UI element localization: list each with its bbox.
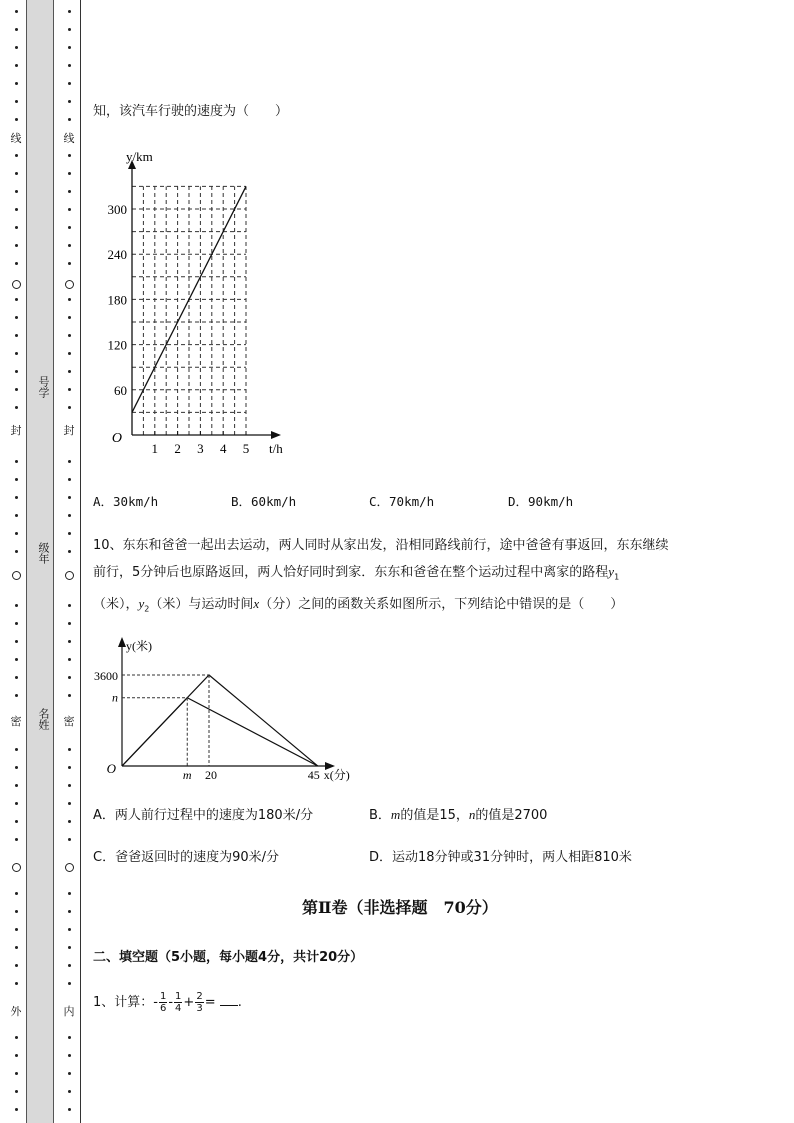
margin-dot [15, 1108, 18, 1111]
inner-mark-mi: 密 [63, 715, 75, 728]
x-axis-label: x(分) [323, 768, 350, 782]
margin-dot [68, 622, 71, 625]
binding-border-line [80, 0, 81, 1123]
inner-circle-2 [65, 571, 74, 580]
margin-dot [15, 334, 18, 337]
margin-dot [15, 802, 18, 805]
margin-dot [15, 298, 18, 301]
margin-dot [15, 64, 18, 67]
margin-dot [15, 100, 18, 103]
origin-label: O [111, 431, 122, 446]
outer-mark-xian: 线 [10, 132, 22, 145]
inner-circle-3 [65, 863, 74, 872]
margin-dot [15, 910, 18, 913]
margin-dot [15, 820, 18, 823]
margin-dot [15, 640, 18, 643]
var-m: m [390, 807, 401, 822]
x-axis-arrow [271, 431, 281, 439]
q10-option-d: D．运动18分钟或31分钟时，两人相距810米 [369, 850, 632, 865]
inner-mark-feng: 封 [63, 424, 75, 437]
var-y2: y [138, 596, 145, 611]
margin-dot [68, 82, 71, 85]
margin-dot [15, 316, 18, 319]
margin-dot [68, 190, 71, 193]
fraction-1-den: 6 [159, 1003, 167, 1014]
y-tick-label: 240 [107, 247, 127, 263]
margin-dot [15, 46, 18, 49]
label-student-number: 号学 [37, 376, 50, 398]
y-tick-label: 180 [107, 292, 127, 308]
margin-dot [15, 478, 18, 481]
op-equals: = [204, 995, 216, 1010]
margin-dot [68, 370, 71, 373]
margin-dot [15, 550, 18, 553]
fraction-2-num: 1 [175, 991, 182, 1002]
outer-mark-mi: 密 [10, 715, 22, 728]
var-x: x [253, 596, 260, 611]
margin-dot [15, 1090, 18, 1093]
margin-dot [15, 244, 18, 247]
x-tick-label: 5 [242, 441, 250, 456]
margin-dot [15, 514, 18, 517]
origin-label: O [106, 761, 116, 776]
margin-dot [15, 928, 18, 931]
margin-dot [68, 100, 71, 103]
margin-dot [15, 154, 18, 157]
margin-dot [68, 208, 71, 211]
fraction-2 [174, 991, 182, 1014]
q9-option-c: C．70km/h [369, 494, 435, 509]
fraction-1 [159, 991, 167, 1014]
margin-dot [15, 172, 18, 175]
margin-dot [15, 1036, 18, 1039]
outer-circle-1 [12, 280, 21, 289]
q10-line-1: 10、东东和爸爸一起出去运动，两人同时从家出发，沿相同路线前行，途中爸爸有事返回，东东继续 [93, 538, 669, 553]
margin-dot [68, 46, 71, 49]
margin-dot [68, 1090, 71, 1093]
op-minus: - [168, 995, 174, 1010]
margin-dot [68, 802, 71, 805]
q9-stem-tail: 知，该汽车行驶的速度为（ ） [93, 104, 289, 119]
margin-dot [68, 694, 71, 697]
margin-dot [68, 64, 71, 67]
chart-distance-time [95, 140, 300, 465]
margin-dot [15, 766, 18, 769]
margin-dot [68, 406, 71, 409]
q10-line-2 [93, 561, 619, 582]
margin-dot [15, 982, 18, 985]
q10-line-3-a: （米）， [93, 597, 139, 612]
margin-dot [15, 748, 18, 751]
y-tick-label-n: n [112, 690, 118, 705]
outer-circle-2 [12, 571, 21, 580]
outer-circle-3 [12, 863, 21, 872]
q10-option-b-c: 的值是2700 [475, 808, 548, 823]
op-plus: + [183, 995, 195, 1010]
x-tick-label: 3 [197, 441, 204, 456]
fraction-3-den: 3 [196, 1003, 203, 1014]
margin-dot [68, 154, 71, 157]
margin-dot [15, 838, 18, 841]
y-axis-label: y/km [126, 149, 153, 164]
margin-dot [15, 784, 18, 787]
q10-line-3 [93, 593, 623, 614]
fill-q1 [93, 991, 242, 1014]
chart-walk-distance [88, 632, 363, 787]
part2-title: 第Ⅱ卷（非选择题 70分） [302, 898, 498, 917]
q10-line-2-text: 前行，5分钟后也原路返回，两人恰好同时到家．东东和爸爸在整个运动过程中离家的路程 [93, 565, 609, 580]
outer-mark-feng: 封 [10, 424, 22, 437]
margin-dot [15, 604, 18, 607]
margin-dot [15, 406, 18, 409]
inner-mark-xian: 线 [63, 132, 75, 145]
y-tick-label: 120 [107, 337, 127, 353]
margin-dot [68, 964, 71, 967]
margin-dot [68, 550, 71, 553]
x-tick-label-20: 20 [205, 768, 217, 782]
inner-circle-1 [65, 280, 74, 289]
margin-dot [68, 1072, 71, 1075]
fill-q1-prefix: 1、计算：- [93, 995, 158, 1010]
margin-dot [68, 658, 71, 661]
x-tick-label: 2 [174, 441, 181, 456]
margin-dot [15, 892, 18, 895]
margin-dot [68, 928, 71, 931]
y-axis-label: y(米) [126, 639, 152, 653]
x-axis-label: t/h [269, 441, 283, 456]
y-tick-label-3600: 3600 [94, 668, 118, 683]
var-n: n [468, 807, 476, 822]
margin-dot [68, 316, 71, 319]
q9-option-a: A．30km/h [93, 494, 159, 509]
margin-dot [15, 694, 18, 697]
margin-dot [68, 244, 71, 247]
q10-line-3-c: （分）之间的函数关系如图所示，下列结论中错误的是（ ） [259, 597, 624, 612]
var-y1-sub: 1 [614, 572, 620, 582]
margin-dot [68, 982, 71, 985]
margin-dot [68, 838, 71, 841]
margin-dot [68, 532, 71, 535]
margin-dot [68, 748, 71, 751]
margin-dot [68, 820, 71, 823]
outer-mark-wai: 外 [10, 1005, 22, 1018]
q10-option-b-a: B． [369, 808, 391, 823]
margin-dot [68, 10, 71, 13]
q10-option-b-b: 的值是15， [400, 808, 469, 823]
binding-margin [0, 0, 82, 1123]
margin-dot [68, 1054, 71, 1057]
margin-dot [15, 964, 18, 967]
fraction-2-den: 4 [175, 1003, 182, 1014]
margin-dot [15, 262, 18, 265]
q10-option-c: C．爸爸返回时的速度为90米/分 [93, 850, 279, 865]
margin-dot [68, 1108, 71, 1111]
q9-option-d: D．90km/h [508, 494, 574, 509]
y-axis-arrow [118, 637, 126, 647]
q9-option-b: B．60km/h [231, 494, 297, 509]
y-tick-label: 300 [107, 202, 127, 218]
y-tick-label: 60 [114, 382, 127, 398]
margin-dot [68, 334, 71, 337]
q10-option-b [369, 804, 547, 823]
fill-q1-end: . [237, 995, 242, 1010]
label-name: 名姓 [37, 708, 50, 730]
margin-dot [15, 82, 18, 85]
x-tick-label-45: 45 [307, 768, 320, 782]
x-tick-label: 1 [151, 441, 159, 456]
margin-dot [15, 676, 18, 679]
margin-dot [68, 28, 71, 31]
margin-dot [15, 532, 18, 535]
margin-dot [15, 460, 18, 463]
margin-dot [15, 352, 18, 355]
section-fill-in-header: 二、填空题（5小题，每小题4分，共计20分） [93, 950, 364, 965]
x-tick-label: 4 [219, 441, 227, 456]
margin-dot [68, 766, 71, 769]
margin-dot [68, 118, 71, 121]
margin-dot [68, 172, 71, 175]
margin-dot [15, 208, 18, 211]
margin-dot [68, 460, 71, 463]
margin-dot [15, 622, 18, 625]
inner-mark-nei: 内 [63, 1005, 75, 1018]
fraction-3-num: 2 [196, 991, 203, 1002]
margin-dot [15, 190, 18, 193]
margin-dot [15, 658, 18, 661]
answer-blank[interactable] [220, 993, 238, 1006]
var-y2-sub: 2 [144, 604, 150, 614]
series-line-dongdong [122, 675, 318, 766]
margin-dot [15, 226, 18, 229]
x-tick-label-m: m [182, 768, 192, 782]
margin-dot [68, 352, 71, 355]
margin-dot [15, 1054, 18, 1057]
series-line-dad [122, 698, 318, 766]
margin-dot [15, 118, 18, 121]
q10-option-a: A．两人前行过程中的速度为180米/分 [93, 808, 314, 823]
margin-dot [15, 496, 18, 499]
margin-dot [15, 28, 18, 31]
margin-dot [68, 298, 71, 301]
margin-dot [68, 604, 71, 607]
margin-dot [68, 388, 71, 391]
margin-dot [68, 910, 71, 913]
margin-dot [15, 10, 18, 13]
margin-dot [68, 892, 71, 895]
margin-dot [15, 388, 18, 391]
q10-line-3-b: （米）与运动时间 [149, 597, 254, 612]
label-grade: 级年 [37, 542, 50, 564]
margin-dot [15, 946, 18, 949]
margin-dot [15, 370, 18, 373]
margin-dot [68, 784, 71, 787]
var-y1: y [608, 564, 615, 579]
margin-dot [68, 676, 71, 679]
margin-dot [15, 1072, 18, 1075]
margin-dot [68, 1036, 71, 1039]
margin-dot [68, 262, 71, 265]
margin-dot [68, 496, 71, 499]
margin-dot [68, 946, 71, 949]
margin-dot [68, 226, 71, 229]
fraction-3 [195, 991, 203, 1014]
margin-dot [68, 478, 71, 481]
margin-dot [68, 640, 71, 643]
fraction-1-num: 1 [159, 991, 167, 1002]
margin-dot [68, 514, 71, 517]
